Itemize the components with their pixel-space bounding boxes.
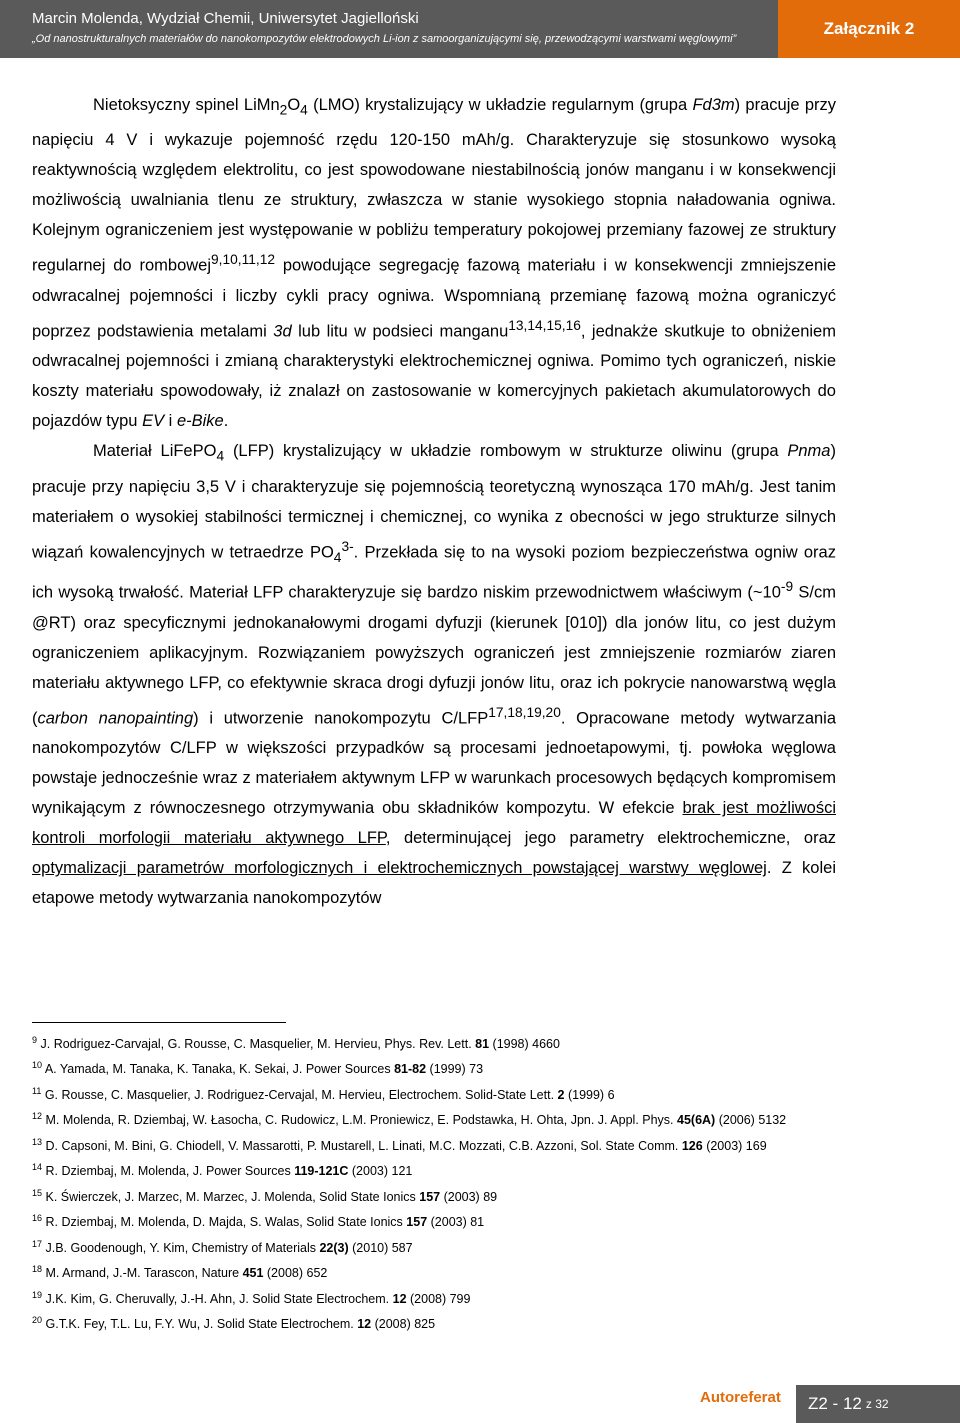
footnote: $^{20}$ G.T.K. Fey, T.L. Lu, F.Y. Wu, J. Solid State Electrochem. 12 (2008) 825 [32,1314,436,1332]
footnote: $^{16}$ R. Dziembaj, M. Molenda, D. Majda, S. Walas, Solid State Ionics 157 (2003) 81 [32,1213,485,1230]
header-author: Marcin Molenda, Wydział Chemii, Uniwersytet Jagielloński [32,10,419,27]
footnote: $^{14}$ R. Dziembaj, M. Molenda, J. Power Sources 119-121C (2003) 121 [32,1162,413,1179]
footnote: $^{17}$ J.B. Goodenough, Y. Kim, Chemistry of Materials 22(3) (2010) 587 [32,1238,413,1255]
footnote: $^{10}$ A. Yamada, M. Tanaka, K. Tanaka, K. Sekai, J. Power Sources 81-82 (1999) 73 [32,1060,484,1077]
footnote: $^{18}$ M. Armand, J.-M. Tarascon, Nature 451 (2008) 652 [32,1264,328,1281]
footnote: $^{12}$ M. Molenda, R. Dziembaj, W. Łasocha, C. Rudowicz, L.M. Proniewicz, E. Podstawka, H. Ohta, Jpn. J. Appl. Phys. 45(6A) (2006) 5132 [32,1111,787,1128]
attachment-label: Załącznik 2 [778,0,960,58]
footnote-ref: 13,14,15,16 [508,317,581,333]
page-total: z 32 [865,1397,889,1411]
main-text [32,90,836,913]
footnote-ref: 17,18,19,20 [488,704,561,720]
page-number: Z2 - 12 [808,1394,862,1413]
header-thesis-title: „Od nanostrukturalnych materiałów do nanokompozytów elektrodowych Li-ion z samoorganizującymi się, przewodzącymi warstwami węglowymi” [32,33,737,45]
footnote: $^9$ J. Rodriguez-Carvajal, G. Rousse, C. Masquelier, M. Hervieu, Phys. Rev. Lett. 81 (1998) 4660 [32,1035,560,1052]
page-number-box [796,1385,960,1423]
footnote-separator [32,1022,286,1023]
header-band [0,0,778,58]
page-header [0,0,960,58]
underlined-phrase: optymalizacji parametrów morfologicznych i elektrochemicznych powstającej warstwy węglowej [32,859,767,878]
footer-label: Autoreferat [700,1389,781,1406]
underlined-phrase: brak jest możliwości kontroli morfologii materiału aktywnego LFP [32,799,836,848]
paragraph-lmo: Nietoksyczny spinel $LiMn_2O_4$ (LMO) krystalizujący w układzie regularnym (grupa Fd3m) pracuje przy napięciu 4 V i wykazuje pojemność rzędu 120-150 mAh/g. Charakteryzuje się stosunkowo wysoką reaktywnością względem elektrolitu, co jest spowodowane niestabilnością jonów manganu i w konsekwencji możliwością uwalniania tlenu ze struktury, zwłaszcza w stanie wysokiego stopnia naładowania ogniwa. Kolejnym ograniczeniem jest występowanie w pobliżu temperatury pokojowej przemiany fazowej ze struktury regularnej do rombowej$^{9,10,11,12}$ powodujące segregację fazową materiału i w konsekwencji zmniejszenie odwracalnej pojemności i liczby cykli pracy ogniwa. Wspomnianą przemianę fazową można ograniczyć poprzez podstawienia metalami 3d lub litu w podsieci manganu$^{13,14,15,16}$, jednakże skutkuje to obniżeniem odwracalnej pojemności i zmianą charakterystyki elektrochemicznej ogniwa. Pomimo tych ograniczeń, niskie koszty materiału spowodowały, iż znalazł on zastosowanie w komercyjnych pakietach akumulatorowych do pojazdów typu EV i e-Bike. [32,96,836,431]
footnote: $^{15}$ K. Świerczek, J. Marzec, M. Marzec, J. Molenda, Solid State Ionics 157 (2003) 89 [32,1187,498,1204]
footnote-ref: 9,10,11,12 [211,252,275,268]
footnote: $^{13}$ D. Capsoni, M. Bini, G. Chiodell, V. Massarotti, P. Mustarell, L. Linati, M.C. Mozzati, C.B. Azzoni, Sol. State Comm. 126 (2003) 169 [32,1136,767,1153]
footnotes [32,1030,842,1335]
footnote: $^{19}$ J.K. Kim, G. Cheruvally, J.-H. Ahn, J. Solid State Electrochem. 12 (2008) 799 [32,1289,471,1306]
footnote: $^{11}$ G. Rousse, C. Masquelier, J. Rodriguez-Cervajal, M. Hervieu, Electrochem. Solid-State Lett. 2 (1999) 6 [32,1085,615,1103]
paragraph-lfp: Materiał LiFePO$_4$ (LFP) krystalizujący w układzie rombowym w strukturze oliwinu (grupa Pnma) pracuje przy napięciu 3,5 V i charakteryzuje się pojemnością teoretyczną wynosząca 170 mAh/g. Jest tanim materiałem o wysokiej stabilności termicznej i chemicznej, co wynika z obecności w jego strukturze silnych wiązań kowalencyjnych w tetraedrze $PO_4^{3-}$. Przekłada się to na wysoki poziom bezpieczeństwa ogniw oraz ich wysoką trwałość. Materiał LFP charakteryzuje się bardzo niskim przewodnictwem właściwym ($\sim 10^{-9}$ S/cm @RT) oraz specyficznymi jednokanałowymi drogami dyfuzji (kierunek [010]) dla jonów litu, co jest dużym ograniczeniem aplikacyjnym. Rozwiązaniem powyższych ograniczeń jest zmniejszenie rozmiarów ziaren materiału aktywnego LFP, co efektywnie skraca drogi dyfuzji jonów litu, oraz ich pokrycie nanowarstwą węgla (carbon nanopainting) i utworzenie nanokompozytu C/LFP$^{17,18,19,20}$. Opracowane metody wytwarzania nanokompozytów C/LFP w większości przypadków są procesami jednoetapowymi, tj. powłoka węglowa powstaje jednocześnie wraz z materiałem aktywnym LFP w warunkach procesowych będących kompromisem wynikającym z równoczesnego otrzymywania obu składników kompozytu. W efekcie brak jest możliwości kontroli morfologii materiału aktywnego LFP, determinującej jego parametry elektrochemiczne, oraz optymalizacji parametrów morfologicznych i elektrochemicznych powstającej warstwy węglowej. Z kolei etapowe metody wytwarzania nanokompozytów [32,442,837,908]
